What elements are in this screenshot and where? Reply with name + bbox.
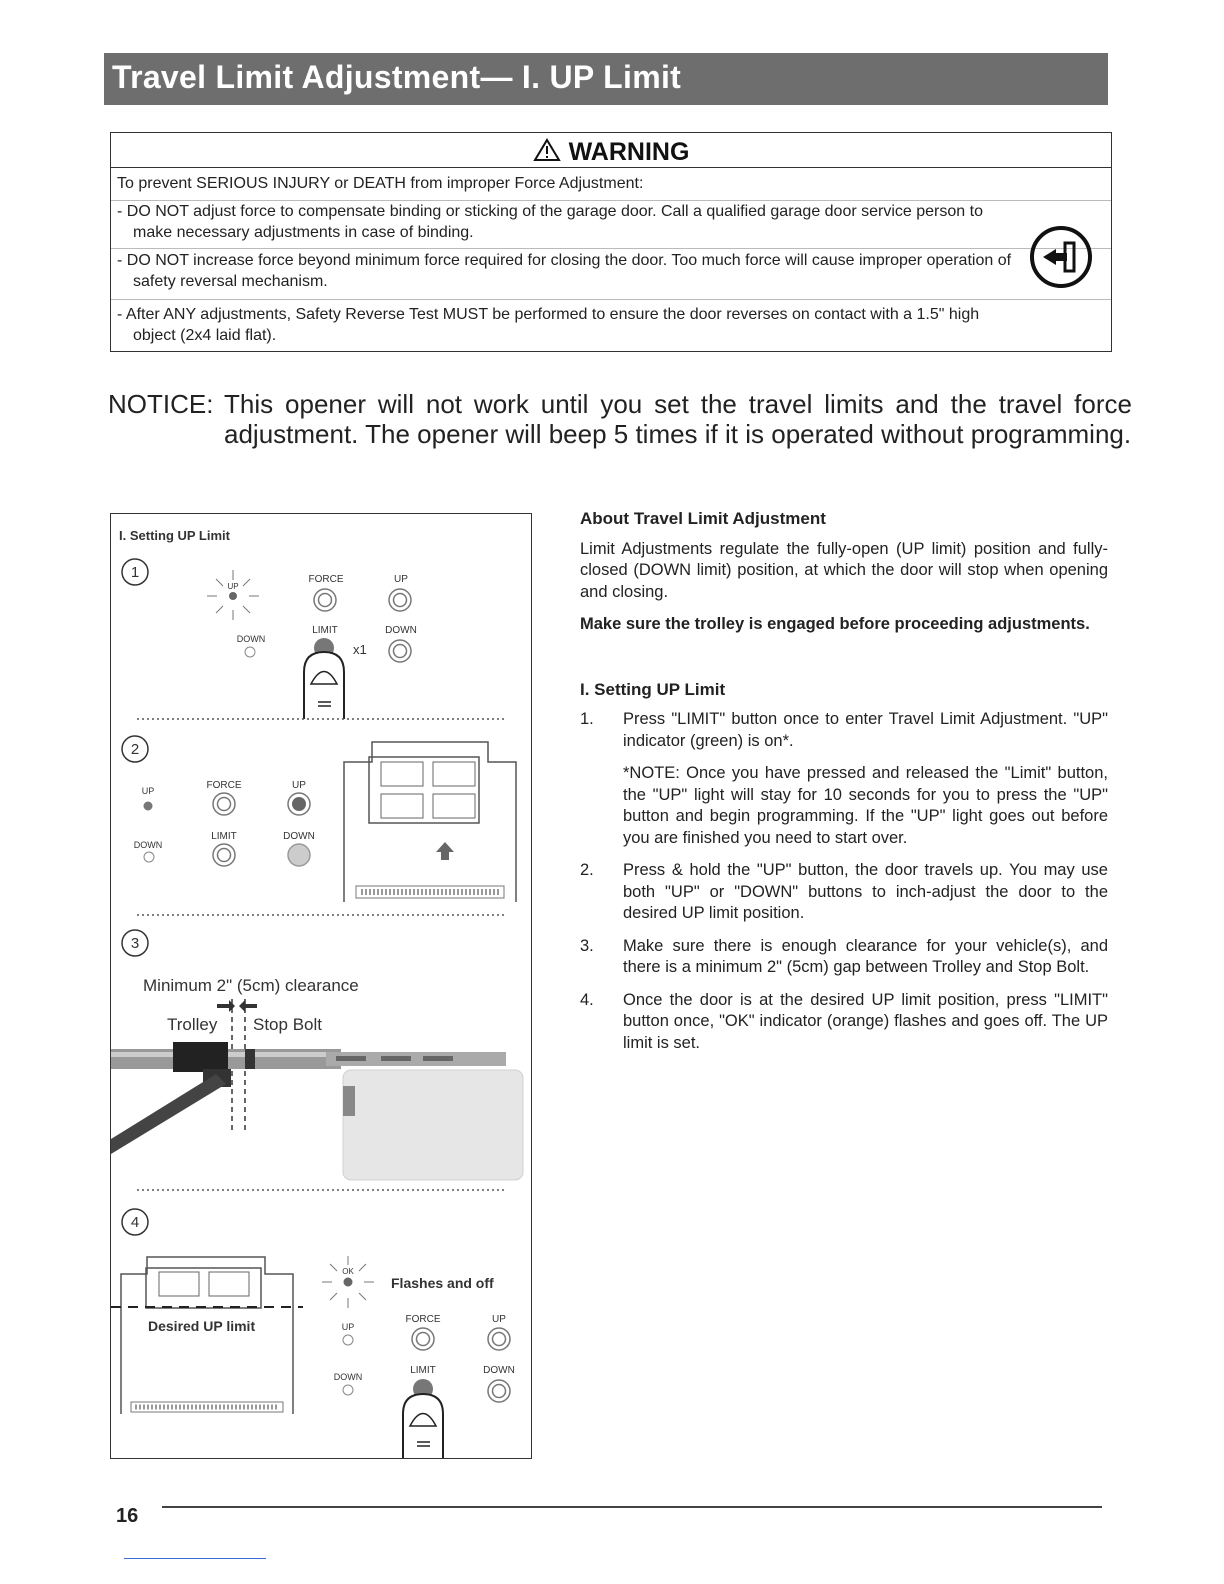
list-item: 3. Make sure there is enough clearance for your vehicle(s), and there is a minimum 2" (5cm) gap between Trolley and Stop Bolt. — [580, 936, 1108, 976]
engage-note: Make sure the trolley is engaged before proceeding adjustments. — [580, 615, 1090, 633]
ok-indicator-light — [322, 1256, 374, 1308]
section-title-bar — [104, 53, 1108, 105]
warning-divider — [111, 299, 1111, 300]
footer-link-underline — [124, 1558, 266, 1559]
limit-button-label: LIMIT — [211, 831, 237, 842]
up-indicator-light — [343, 1335, 353, 1345]
force-button-label: FORCE — [206, 780, 242, 791]
down-button-label: DOWN — [483, 1365, 515, 1376]
garage-door-opening-illustration — [344, 742, 516, 902]
arrow-left-icon — [239, 1000, 257, 1012]
step-1-badge — [122, 559, 148, 585]
limit-button-label: LIMIT — [410, 1365, 436, 1376]
warning-item: - After ANY adjustments, Safety Reverse Test MUST be performed to ensure the door reverses on contact with a 1.5" high object (2x4 laid flat). — [117, 306, 980, 344]
warning-intro: To prevent SERIOUS INJURY or DEATH from improper Force Adjustment: — [117, 175, 644, 192]
warning-divider — [111, 248, 1111, 249]
svg-text:2: 2 — [130, 741, 140, 758]
up-button — [389, 589, 411, 611]
svg-text:UP: UP — [227, 582, 239, 591]
step-3-badge — [122, 930, 148, 956]
limit-button — [213, 844, 235, 866]
setting-up-limit-figure — [110, 513, 532, 1459]
trolley-label: Trolley — [167, 1015, 218, 1034]
flashes-label: Flashes and off — [391, 1275, 494, 1291]
force-button — [412, 1328, 434, 1350]
desired-up-limit-label: Desired UP limit — [148, 1318, 256, 1334]
notice-text: This opener will not work until you set the travel limits and the travel force adjustment. The opener will beep 5 times if it is operated without programming. — [224, 389, 1132, 449]
force-button — [213, 793, 235, 815]
note: *NOTE: Once you have pressed and released the "Limit" button, the "UP" light will stay for 10 seconds for you to press the "UP" button and begin programming. If the "UP" light goes out before you are finished you need to start over. — [623, 764, 1108, 847]
up-button-label: UP — [394, 574, 408, 585]
svg-text:1: 1 — [130, 564, 140, 581]
limit-button-label: LIMIT — [312, 625, 338, 636]
list-item: 4. Once the door is at the desired UP limit position, press "LIMIT" button once, "OK" indicator (orange) flashes and goes off. The UP limit is set. — [580, 990, 1108, 1052]
warning-item: - DO NOT adjust force to compensate binding or sticking of the garage door. Call a qualified garage door service person to make necessary adjustments in case of binding. — [117, 203, 983, 241]
notice-label: NOTICE: — [108, 389, 214, 419]
down-button — [288, 844, 310, 866]
trolley-rail-illustration — [111, 1042, 523, 1180]
clearance-label: Minimum 2" (5cm) clearance — [143, 976, 359, 995]
garage-door-up-illustration — [111, 1257, 303, 1414]
instructions-column — [580, 508, 1108, 1054]
svg-text:OK: OK — [342, 1267, 354, 1276]
up-indicator-label: UP — [341, 1322, 355, 1332]
figure-title: I. Setting UP Limit — [119, 528, 230, 543]
up-indicator-label: UP — [141, 786, 155, 796]
press-count: x1 — [353, 642, 367, 657]
setting-heading: I. Setting UP Limit — [580, 679, 726, 699]
warning-triangle-icon — [533, 138, 561, 167]
svg-text:3: 3 — [130, 935, 140, 952]
up-button-label: UP — [492, 1314, 506, 1325]
down-button — [488, 1380, 510, 1402]
force-button-label: FORCE — [405, 1314, 441, 1325]
down-indicator-light — [144, 852, 154, 862]
step-2-badge — [122, 736, 148, 762]
section-title: Travel Limit Adjustment— I. UP Limit — [112, 59, 682, 95]
page-number: 16 — [116, 1505, 139, 1527]
list-item: 2. Press & hold the "UP" button, the door travels up. You may use both "UP" or "DOWN" buttons to inch-adjust the door to the desired UP limit position. — [580, 861, 1108, 922]
up-button — [488, 1328, 510, 1350]
down-indicator-light — [245, 647, 255, 657]
svg-text:4: 4 — [130, 1214, 140, 1231]
warning-item: - DO NOT increase force beyond minimum force required for closing the door. Too much force will cause improper operation of safety reversal mechanism. — [117, 252, 1012, 290]
force-button — [314, 589, 336, 611]
down-button-label: DOWN — [283, 831, 315, 842]
up-indicator-light — [207, 570, 259, 620]
down-button-label: DOWN — [385, 625, 417, 636]
down-indicator-label: DOWN — [133, 840, 163, 850]
finger-press-icon — [304, 652, 344, 719]
force-button-label: FORCE — [308, 574, 344, 585]
footer-rule — [162, 1506, 1102, 1508]
about-text: Limit Adjustments regulate the fully-open (UP limit) position and fully-closed (DOWN limit) position, at which the door will stop when opening and closing. — [580, 539, 1108, 601]
up-indicator-light-on — [144, 802, 153, 811]
warning-box — [110, 132, 1112, 352]
down-button — [389, 640, 411, 662]
up-button-label: UP — [292, 780, 306, 791]
warning-heading: WARNING — [568, 138, 690, 166]
warning-header — [111, 133, 1111, 168]
down-indicator-light — [343, 1385, 353, 1395]
stop-bolt-label: Stop Bolt — [253, 1015, 322, 1034]
about-heading: About Travel Limit Adjustment — [580, 509, 826, 528]
down-indicator-label: DOWN — [236, 634, 266, 644]
safety-reverse-icon — [1029, 225, 1093, 294]
step-4-badge — [122, 1209, 148, 1235]
list-item: 1. Press "LIMIT" button once to enter Travel Limit Adjustment. "UP" indicator (green) is on*. — [580, 710, 1108, 750]
down-indicator-label: DOWN — [333, 1372, 363, 1382]
